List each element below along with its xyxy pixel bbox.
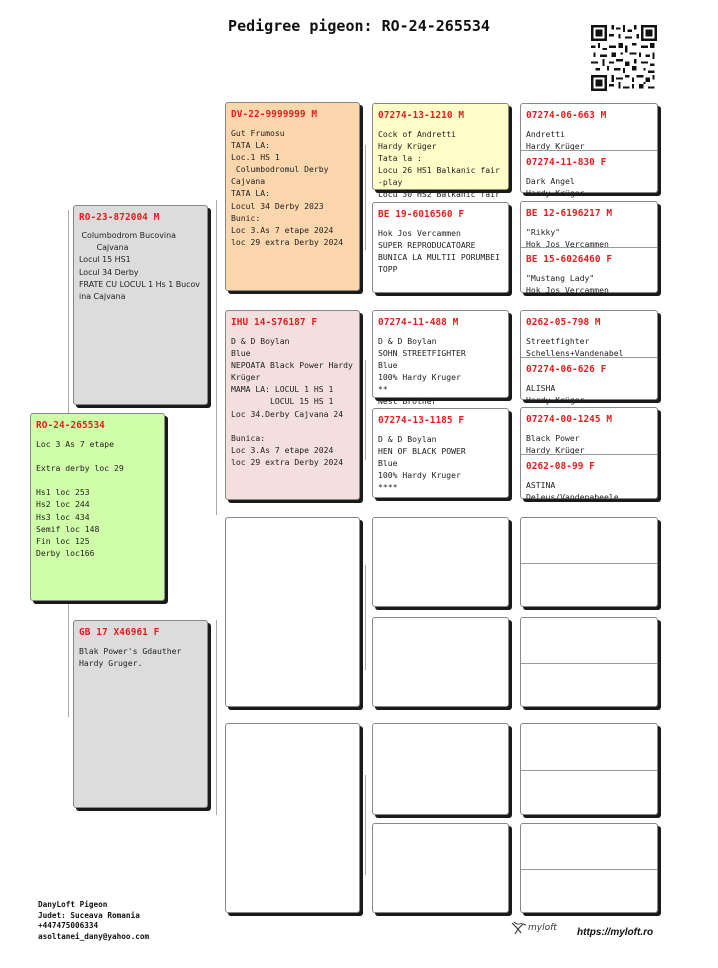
empty-card <box>520 517 658 607</box>
sire-card[interactable] <box>73 205 208 405</box>
sire-dam-dam-card[interactable] <box>372 408 509 505</box>
ring-number: BE 15-6026460 F <box>526 254 613 265</box>
ring-number: 07274-06-626 F <box>526 364 607 375</box>
empty-card <box>225 723 360 913</box>
pigeon-info: Andretti Hardy Krüger <box>526 129 585 152</box>
great-grandparents-card[interactable] <box>520 201 658 296</box>
great-grandparents-card[interactable] <box>520 103 658 199</box>
owner-phone: +447475006334 <box>38 921 99 930</box>
ring-number: 07274-13-1210 M <box>378 110 465 121</box>
ring-number: 0262-08-99 F <box>526 461 595 472</box>
pigeon-info: Cock of Andretti Hardy Krüger Tata la : Locu 26 HS1 Balkanic fair-play Locu 30 HS2 Balkanic fair <box>378 129 500 200</box>
pigeon-logo-icon <box>510 920 528 936</box>
pigeon-info: Dark Angel Hardy Krüger <box>526 176 585 199</box>
connector <box>68 604 69 717</box>
empty-card <box>372 823 509 913</box>
ring-number: 07274-11-830 F <box>526 157 607 168</box>
sire-sire-card[interactable] <box>225 102 360 291</box>
great-grandparents-card[interactable] <box>520 407 658 503</box>
empty-card <box>372 723 509 815</box>
owner-contact <box>38 900 149 942</box>
empty-card <box>520 723 658 815</box>
ring-number: 0262-05-798 M <box>526 317 601 328</box>
ring-number: BE 19-6016560 F <box>378 209 465 220</box>
empty-card <box>520 823 658 913</box>
great-grandparents-card[interactable] <box>520 310 658 406</box>
empty-card <box>520 617 658 707</box>
sire-sire-sire-card[interactable] <box>372 103 509 200</box>
pigeon-info: D & D Boylan Blue NEPOATA Black Power Hardy Krüger MAMA LA: LOCUL 1 HS 1 LOCUL 15 HS 1 Loc 34.Derby Cajvana 24 Bunica: Loc 3.As 7 etape 2024 loc 29 extra Derby 2024 <box>231 336 353 467</box>
ring-number: 07274-06-663 M <box>526 110 607 121</box>
pigeon-info: Blak Power's Gdauther Hardy Gruger. <box>79 646 182 669</box>
pigeon-info: "Mustang Lady" Hok Jos Vercammen <box>526 273 609 296</box>
owner-name: DanyLoft Pigeon <box>38 900 108 909</box>
ring-number: BE 12-6196217 M <box>526 208 613 219</box>
ring-number: DV-22-9999999 M <box>231 109 318 120</box>
connector <box>365 145 366 250</box>
pigeon-info: Black Power Hardy Krüger <box>526 433 585 456</box>
sire-dam-sire-card[interactable] <box>372 310 509 407</box>
qr-code-icon <box>591 25 657 91</box>
empty-card <box>372 617 509 707</box>
site-url[interactable]: https://myloft.ro <box>577 927 654 938</box>
pigeon-info: Loc 3 As 7 etape Extra derby loc 29 Hs1 loc 253 Hs2 loc 244 Hs3 loc 434 Semif loc 148 Fin loc 125 Derby loc166 <box>36 439 124 558</box>
dam-card[interactable] <box>73 620 208 808</box>
connector <box>365 565 366 670</box>
sire-dam-card[interactable] <box>225 310 360 500</box>
ring-number: 07274-11-488 M <box>378 317 459 328</box>
ring-number: 07274-00-1245 M <box>526 414 613 425</box>
connector <box>216 200 217 515</box>
connector <box>216 620 217 815</box>
pigeon-info: Hok Jos Vercammen SUPER REPRODUCATOARE BUNICA LA MULTII PORUMBEI TOPP <box>378 228 500 275</box>
pigeon-info: ASTINA Deleus/Vandenabeele <box>526 480 619 503</box>
pigeon-info: Gut Frumosu TATA LA: Loc.1 HS 1 Columbodromul Derby Cajvana TATA LA: Locul 34 Derby 2023 Bunic: Loc 3.As 7 etape 2024 loc 29 extra Derby 2024 <box>231 128 344 247</box>
ring-number: RO-23-872004 M <box>79 212 160 223</box>
sire-sire-dam-card[interactable] <box>372 202 509 293</box>
ring-number: 07274-13-1185 F <box>378 415 465 426</box>
pigeon-info: ALISHA Hardy Krüger <box>526 383 585 406</box>
ring-number: IHU 14-S76187 F <box>231 317 318 328</box>
ring-number: RO-24-265534 <box>36 420 105 431</box>
empty-card <box>225 517 360 707</box>
empty-card <box>372 517 509 607</box>
pigeon-info: D & D Boylan SOHN STREETFIGHTER Blue 100% Hardy Kruger ** Nest Brother <box>378 336 466 407</box>
pigeon-info: D & D Boylan HEN OF BLACK POWER Blue 100% Hardy Kruger **** -------------- <box>378 434 466 505</box>
pigeon-info: Streetfighter Schellens+Vandenabel <box>526 336 624 359</box>
pigeon-info: Columbodrom Bucovina Cajvana Locul 15 HS1 Locul 34 Derby FRATE CU LOCUL 1 Hs 1 Bucovina Cajvana <box>79 231 200 302</box>
owner-location: Judet: Suceava Romania <box>38 910 140 920</box>
pigeon-info: "Rikky" Hok Jos Vercammen <box>526 227 609 250</box>
ring-number: GB 17 X46961 F <box>79 627 160 638</box>
subject-card[interactable] <box>30 413 165 601</box>
brand-name: myloft <box>528 923 557 933</box>
brand-logo <box>510 920 557 936</box>
owner-email: asoltanei_dany@yahoo.com <box>38 931 150 941</box>
connector <box>365 775 366 875</box>
page-title: Pedigree pigeon: RO-24-265534 <box>228 17 490 35</box>
connector <box>365 360 366 460</box>
